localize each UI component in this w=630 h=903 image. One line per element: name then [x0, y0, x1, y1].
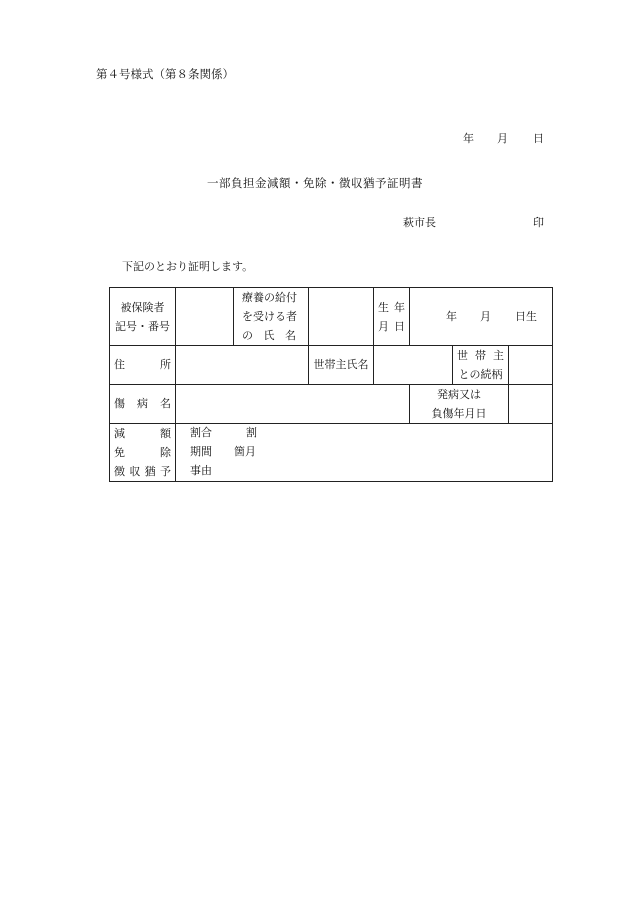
onset-label-line2: 負傷年月日	[431, 407, 487, 420]
birth-label-char: 月	[378, 319, 389, 333]
insured-number-field[interactable]	[176, 288, 234, 346]
onset-label-line1: 発病又は	[437, 388, 481, 401]
date-day-label: 日	[533, 132, 544, 145]
date-year-label: 年	[463, 132, 474, 145]
type-label-char: 除	[160, 446, 171, 459]
reason-label: 事由	[190, 464, 212, 477]
type-label-char: 免	[114, 446, 125, 459]
birth-month-label: 月	[480, 309, 491, 323]
relation-label-char: 帯	[475, 349, 486, 362]
type-label-char: 額	[160, 427, 171, 440]
recipient-name-field[interactable]	[309, 288, 374, 346]
birth-label-char: 日	[394, 319, 405, 333]
type-label-char: 猶	[144, 465, 156, 478]
relation-label-line2: との続柄	[458, 368, 503, 381]
relation-label-cell	[453, 346, 509, 385]
onset-date-field[interactable]	[509, 385, 553, 424]
householder-label: 世帯主氏名	[313, 358, 369, 371]
period-label: 期間	[190, 445, 212, 458]
relation-label-char: 主	[493, 349, 504, 362]
disease-label-char: 傷	[114, 397, 125, 410]
ratio-unit: 割	[246, 426, 257, 439]
insured-label-line1: 被保険者	[120, 300, 165, 314]
seal-mark: 印	[533, 216, 544, 229]
type-label-char: 予	[159, 465, 171, 478]
recipient-label-cell	[234, 288, 309, 346]
row-disease	[110, 385, 553, 424]
relation-label-char: 世	[457, 349, 468, 362]
householder-name-field[interactable]	[374, 346, 453, 385]
disease-name-field[interactable]	[176, 385, 410, 424]
document-title: 一部負担金減額・免除・徴収猶予証明書	[207, 176, 423, 190]
type-label-char: 徴	[114, 465, 125, 478]
birth-label-cell	[374, 288, 410, 346]
insured-label-line2: 記号・番号	[115, 319, 170, 333]
type-label-char: 収	[129, 465, 141, 478]
ratio-label: 割合	[190, 426, 212, 439]
recipient-label-line2: を受ける者	[242, 310, 297, 323]
mayor-label: 萩市長	[403, 216, 436, 229]
address-label-cell	[110, 346, 176, 385]
householder-label-cell	[309, 346, 374, 385]
onset-label-cell	[410, 385, 509, 424]
birth-date-field[interactable]	[410, 288, 553, 346]
recipient-label-line1: 療養の給付	[242, 291, 297, 304]
intro-text: 下記のとおり証明します。	[122, 260, 254, 273]
address-label-char: 住	[114, 358, 125, 371]
disease-label-cell	[110, 385, 176, 424]
certificate-table	[109, 287, 553, 482]
type-label-char: 減	[114, 427, 125, 440]
form-number: 第４号様式（第８条関係）	[96, 67, 234, 81]
birth-label-char: 生	[378, 300, 389, 314]
type-label-cell	[110, 424, 176, 482]
disease-label-char: 名	[160, 397, 171, 410]
address-field[interactable]	[176, 346, 309, 385]
recipient-label-char: 名	[285, 329, 296, 342]
row-insured	[110, 288, 553, 346]
birth-label-char: 年	[394, 300, 405, 314]
recipient-label-char: 氏	[263, 329, 275, 342]
details-field[interactable]	[176, 424, 553, 482]
date-month-label: 月	[497, 132, 508, 145]
relation-field[interactable]	[509, 346, 553, 385]
row-type	[110, 424, 553, 482]
birth-year-label: 年	[446, 309, 457, 323]
row-address	[110, 346, 553, 385]
address-label-char: 所	[160, 358, 171, 371]
recipient-label-char: の	[242, 329, 253, 342]
period-unit: 箇月	[234, 445, 256, 458]
birth-day-label: 日生	[515, 309, 537, 323]
disease-label-char: 病	[137, 397, 148, 410]
insured-label-cell	[110, 288, 176, 346]
